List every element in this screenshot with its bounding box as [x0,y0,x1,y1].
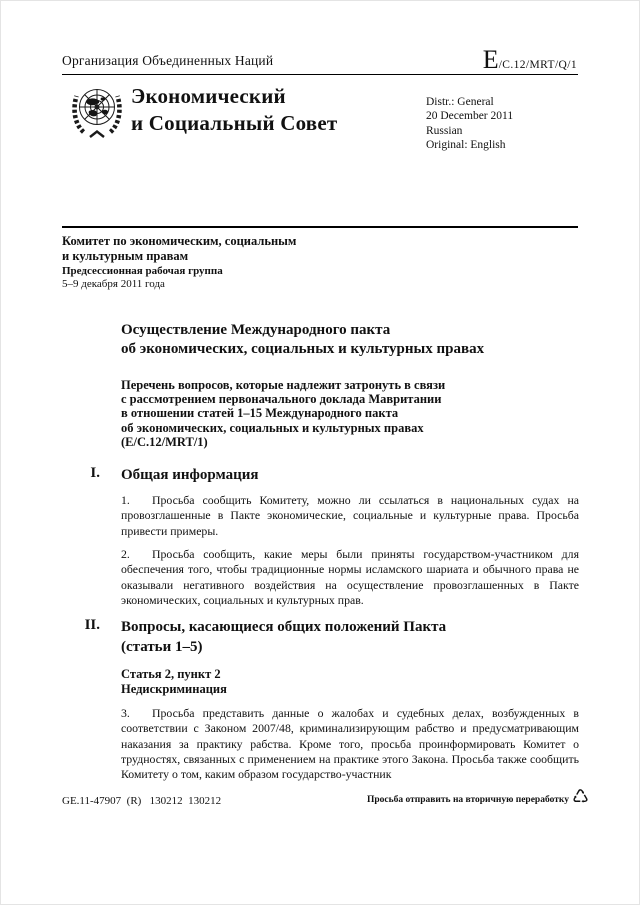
document-title [121,321,484,359]
document-title-line1: Осуществление Международного пакта [121,322,391,338]
org-name: Организация Объединенных Наций [62,53,274,68]
committee-block [62,234,296,291]
section-2-heading [121,617,446,657]
recycle-icon: ♺ [571,786,589,808]
un-emblem-icon [67,81,127,143]
recycle-note: Просьба отправить на вторичную переработку [366,794,569,805]
doc-symbol-rest: /C.12/MRT/Q/1 [498,59,577,71]
distr-line: Russian [426,124,463,137]
document-subtitle-line3: в отношении статей 1–15 Международного пакта [121,406,399,421]
paragraph-1-text: Просьба сообщить Комитету, можно ли ссылаться в национальных судах на провозглашенные в Пакте экономические, социальные и культурные права. Просьба привести примеры. [121,493,579,538]
distribution-block [426,95,513,153]
committee-name-line1: Комитет по экономическим, социальным [62,234,297,248]
article-sub-heading-line1: Статья 2, пункт 2 [121,667,221,681]
header-rule [62,74,578,75]
committee-name-line2: и культурным правам [62,248,189,263]
doc-symbol [483,45,577,75]
document-subtitle-line4: об экономических, социальных и культурных правах [121,420,424,435]
document-subtitle [121,378,445,449]
session-dates: 5–9 декабря 2011 года [62,278,165,290]
paragraph-2-text: Просьба сообщить, какие меры были приняты государством-участником для обеспечения того, чтобы традиционные нормы исламского шариата и обычного права не оказывали негативного воздействия на осуществление провозглашенных в Пакте экономических, социальных и культурных прав. [121,547,579,607]
document-subtitle-line5: (E/C.12/MRT/1) [121,434,208,449]
article-sub-heading-line2: Недискриминация [121,682,227,696]
section-2-heading-line1: Вопросы, касающиеся общих положений Пакта [121,619,447,635]
section-2-numeral: II. [84,617,100,633]
document-subtitle-line1: Перечень вопросов, которые надлежит затронуть в связи [121,378,446,392]
council-title [131,83,337,137]
section-1-numeral: I. [90,465,100,481]
paragraph-2 [121,547,579,608]
distr-line: 20 December 2011 [426,110,514,123]
distr-line: Distr.: General [426,96,494,108]
distr-line: Original: English [426,139,506,152]
working-group: Предсессионная рабочая группа [62,265,223,277]
council-title-line1: Экономический [131,84,286,108]
article-sub-heading [121,667,227,697]
paragraph-3-number: 3. [121,706,130,720]
section-2-heading-line2: (статьи 1–5) [121,639,203,655]
paragraph-1 [121,493,579,539]
doc-symbol-letter: E [482,45,499,74]
paragraph-2-number: 2. [121,547,130,561]
council-title-line2: и Социальный Совет [131,111,338,135]
recycle-note-block [366,786,589,809]
ge-document-number: GE.11-47907 (R) 130212 130212 [62,795,222,807]
section-1-heading: Общая информация [121,467,259,483]
paragraph-3-text: Просьба представить данные о жалобах и судебных делах, возбужденных в соответствии с Законом 2007/48, криминализирующим рабство и предусматривающим наказания за практику рабства. Кроме того, просьба проинформировать Комитет о трудностях, связанных с применением на практике этого Закона. Просьба также сообщить Комитету о том, каким образом государство-участник [121,706,579,782]
document-subtitle-line2: с рассмотрением первоначального доклада Мавритании [121,392,442,407]
section-rule [62,226,578,228]
paragraph-3 [121,706,579,782]
paragraph-1-number: 1. [121,493,130,507]
document-title-line2: об экономических, социальных и культурных правах [121,341,485,357]
